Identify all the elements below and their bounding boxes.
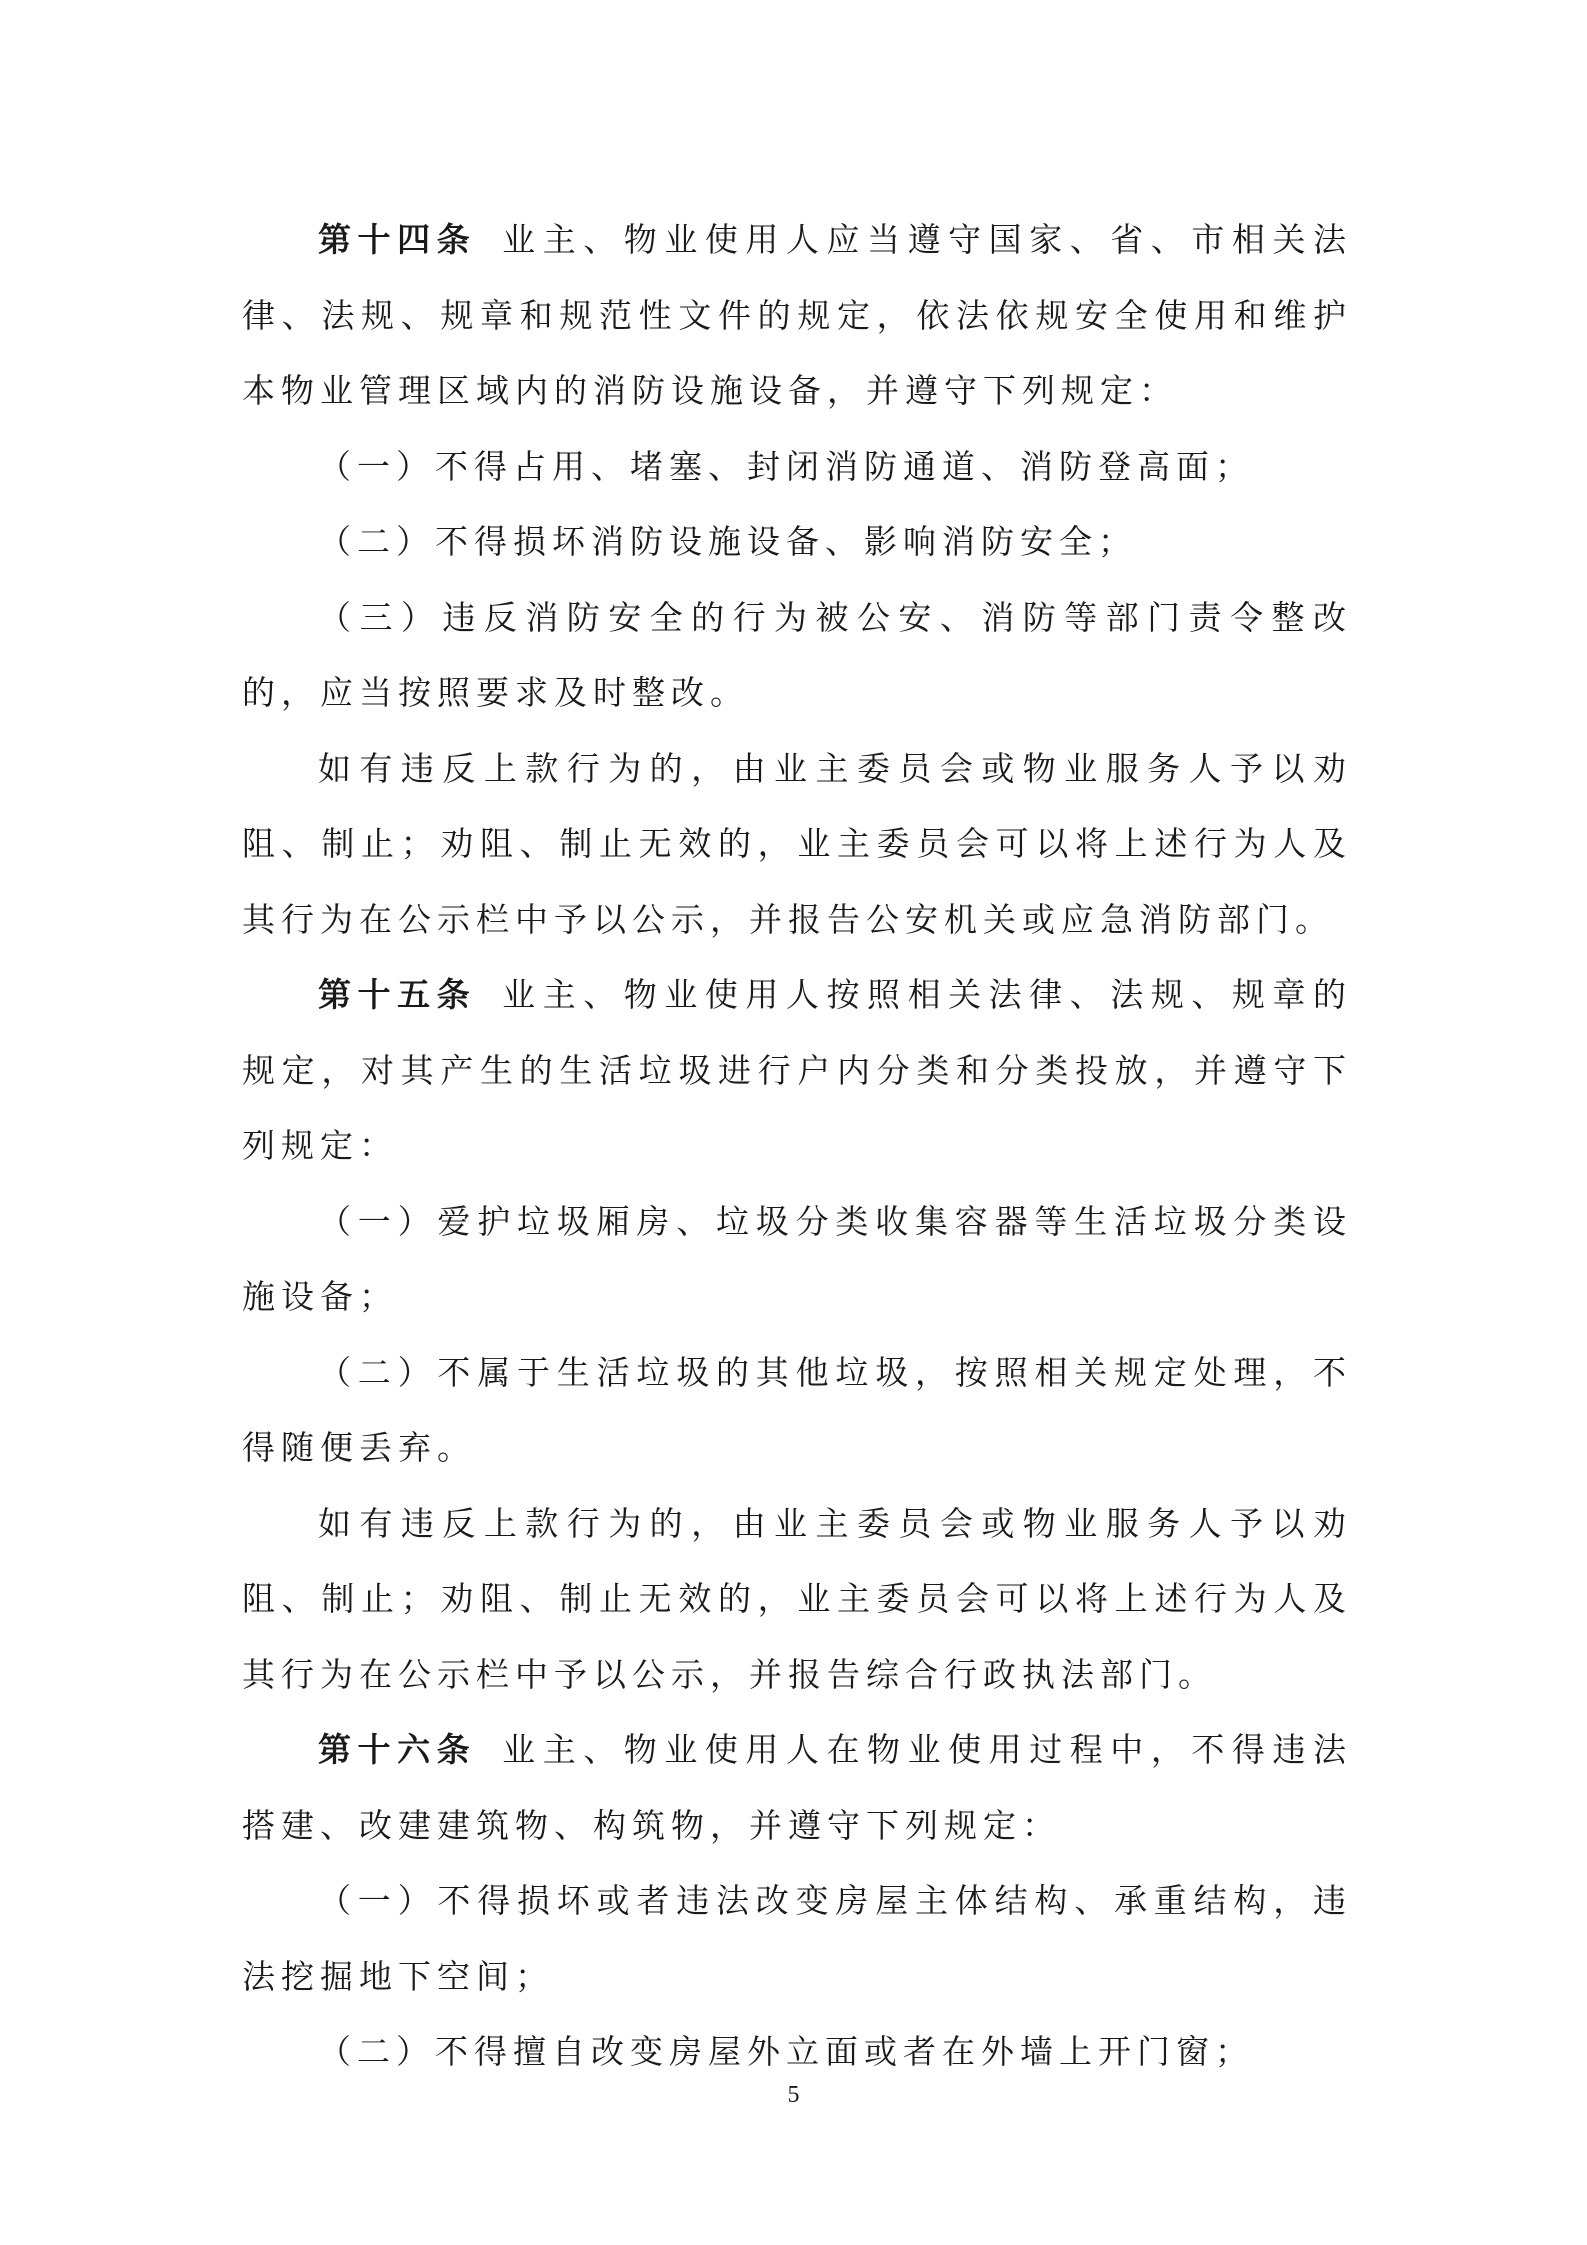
article-15-item-1: （一）爱护垃圾厢房、垃圾分类收集容器等生活垃圾分类设施设备； [242,1201,1352,1316]
article-16-item-1: （一）不得损坏或者违法改变房屋主体结构、承重结构，违法挖掘地下空间； [242,1881,1352,1996]
document-body [242,202,1352,2090]
article-15-number: 第十五条 [318,975,477,1014]
article-14-penalty-note: 如有违反上款行为的，由业主委员会或物业服务人予以劝阻、制止；劝阻、制止无效的，业主委员会可以将上述行为人及其行为在公示栏中予以公示，并报告公安机关或应急消防部门。 [242,748,1352,939]
article-16-item-2: （二）不得擅自改变房屋外立面或者在外墙上开门窗； [318,2032,1254,2071]
article-14-item-1: （一）不得占用、堵塞、封闭消防通道、消防登高面； [318,446,1254,486]
article-14-item-3: （三）违反消防安全的行为被公安、消防等部门责令整改的，应当按照要求及时整改。 [242,597,1352,712]
article-15-penalty-note: 如有违反上款行为的，由业主委员会或物业服务人予以劝阻、制止；劝阻、制止无效的，业主委员会可以将上述行为人及其行为在公示栏中予以公示，并报告综合行政执法部门。 [242,1503,1352,1694]
article-14-item-2: （二）不得损坏消防设施设备、影响消防安全； [318,522,1137,561]
article-16-text: 业主、物业使用人在物业使用过程中，不得违法搭建、改建建筑物、构筑物，并遵守下列规定： [242,1730,1353,1845]
article-15-text: 业主、物业使用人按照相关法律、法规、规章的规定，对其产生的生活垃圾进行户内分类和分类投放，并遵守下列规定： [242,975,1353,1165]
article-15-item-2: （二）不属于生活垃圾的其他垃圾，按照相关规定处理，不得随便丢弃。 [242,1352,1352,1467]
article-16-paragraph [242,1712,1352,1863]
article-16-number: 第十六条 [318,1730,477,1769]
article-14-text: 业主、物业使用人应当遵守国家、省、市相关法律、法规、规章和规范性文件的规定，依法依规安全使用和维护本物业管理区域内的消防设施设备，并遵守下列规定： [242,220,1353,410]
article-15-paragraph [242,957,1352,1184]
article-14-number: 第十四条 [318,220,477,259]
page-number: 5 [787,2082,800,2108]
article-14-paragraph [242,202,1352,429]
